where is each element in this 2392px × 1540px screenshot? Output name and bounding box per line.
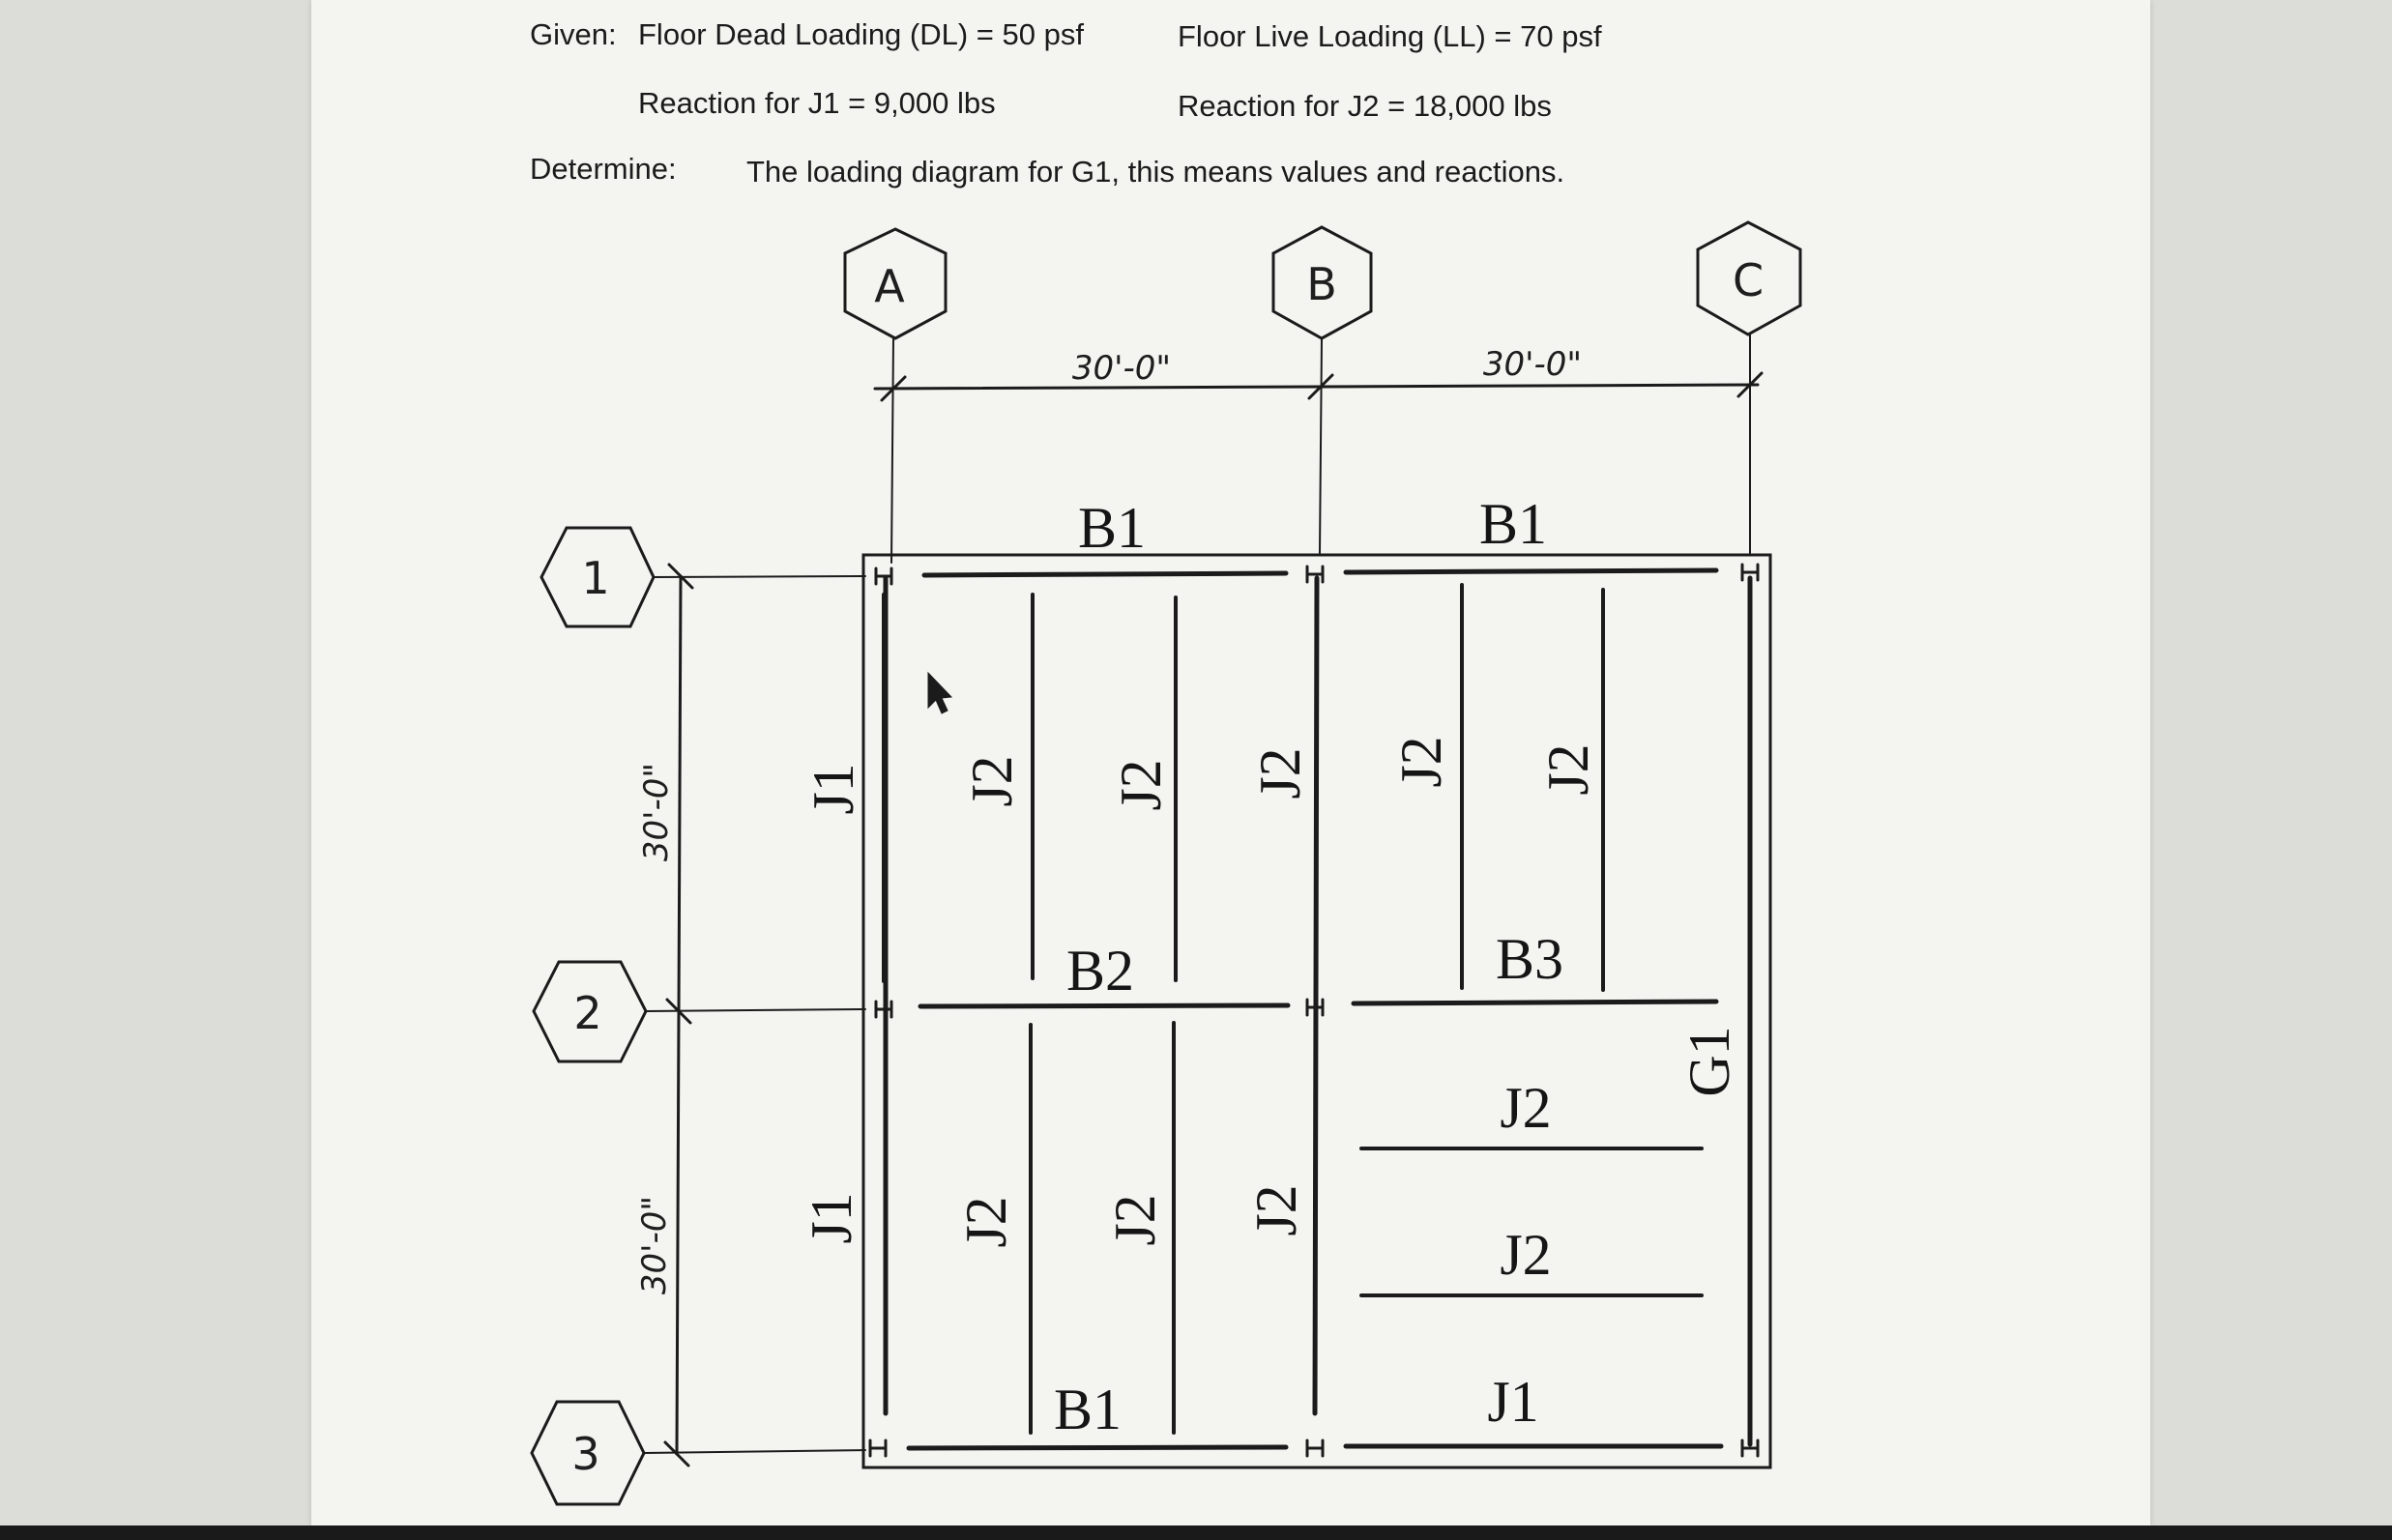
given-label: Given: <box>530 17 617 51</box>
beam-b1-bottom-label: B1 <box>1053 1378 1123 1441</box>
determine-label: Determine: <box>530 152 677 186</box>
mouse-cursor-icon <box>928 673 951 713</box>
dimension-line-vertical <box>677 576 681 1454</box>
joist-j2-lr2-label: J2 <box>1500 1223 1552 1287</box>
determine-text: The loading diagram for G1, this means values and reactions. <box>746 155 1565 189</box>
joist-j1-bottom-right-label: J1 <box>1487 1370 1539 1434</box>
dimension-line-horizontal <box>875 385 1758 389</box>
dimension-r12-label: 30'-0" <box>637 762 676 862</box>
grid-label-a: A <box>874 260 905 312</box>
beam-b1-top-left-label: B1 <box>1077 496 1147 560</box>
reaction-j1-text: Reaction for J1 = 9,000 lbs <box>638 86 996 120</box>
dimension-ab-label: 30'-0" <box>1071 349 1172 388</box>
beam-b2-label: B2 <box>1065 939 1135 1002</box>
dimension-bc-label: 30'-0" <box>1482 345 1583 384</box>
grid-line-b <box>1320 338 1322 553</box>
beam-b3-label: B3 <box>1495 927 1564 991</box>
joist-j2-ll3-label: J2 <box>1244 1184 1308 1236</box>
joist-j1-upper-label: J1 <box>802 763 865 815</box>
grid-label-3: 3 <box>571 1428 600 1480</box>
dead-load-text: Floor Dead Loading (DL) = 50 psf <box>638 17 1084 51</box>
grid-line-1 <box>654 576 865 577</box>
grid-label-2: 2 <box>573 987 602 1039</box>
grid-line-a <box>891 338 893 563</box>
beam-b2-line <box>920 1005 1288 1006</box>
beam-b1-bottom-line <box>909 1447 1286 1448</box>
beam-b3-line <box>1354 1002 1716 1003</box>
joist-j2-lr1-label: J2 <box>1500 1076 1552 1140</box>
grid-label-1: 1 <box>581 552 610 604</box>
joist-j2-ul2-label: J2 <box>1109 759 1173 811</box>
joist-j2-ur1-label: J2 <box>1389 736 1453 788</box>
joist-j2-ll1-label: J2 <box>954 1196 1018 1248</box>
dimension-r23-label: 30'-0" <box>635 1195 674 1295</box>
joist-j2-ur2-label: J2 <box>1536 743 1600 796</box>
joist-j2-ul3-label: J2 <box>1248 747 1312 799</box>
beam-b1-top-right-label: B1 <box>1478 492 1548 556</box>
grid-label-c: C <box>1732 254 1765 306</box>
joist-j1-lower-label: J1 <box>800 1192 863 1244</box>
joist-j2-ul1-label: J2 <box>960 755 1024 807</box>
reaction-j2-text: Reaction for J2 = 18,000 lbs <box>1178 89 1552 123</box>
live-load-text: Floor Live Loading (LL) = 70 psf <box>1178 19 1602 53</box>
beam-b1-top-left-line <box>924 573 1286 575</box>
girder-line-b <box>1315 578 1317 1413</box>
joist-j2-ll2-label: J2 <box>1103 1194 1167 1246</box>
grid-label-b: B <box>1306 258 1337 310</box>
beam-b1-top-right-line <box>1346 570 1716 572</box>
girder-g1-label: G1 <box>1677 1026 1741 1097</box>
